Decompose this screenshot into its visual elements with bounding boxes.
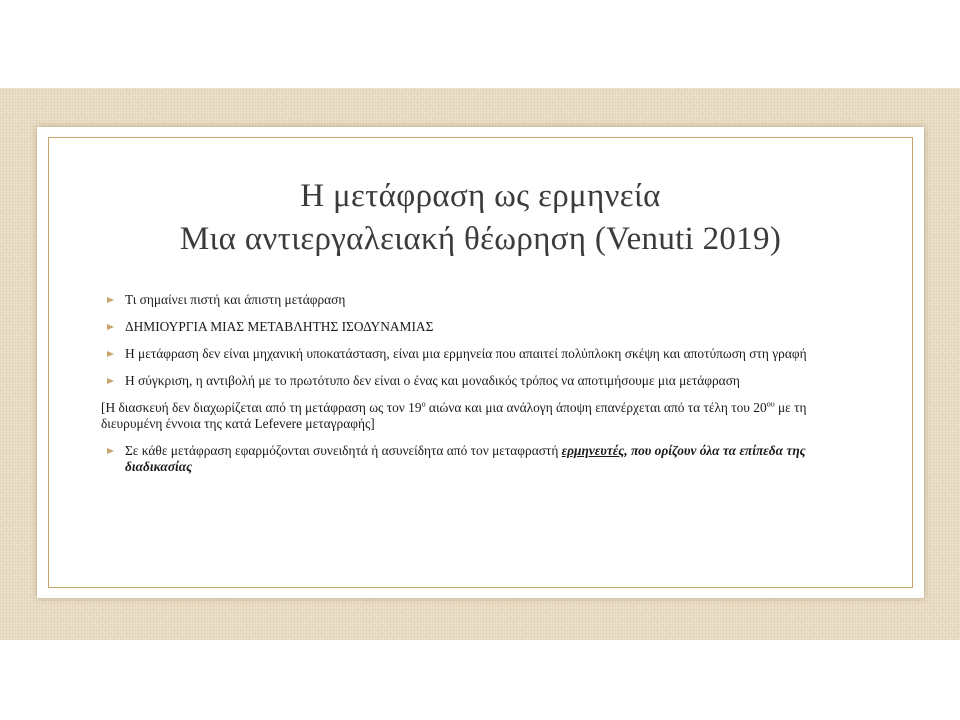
bullet-text: ΔΗΜΙΟΥΡΓΙΑ ΜΙΑΣ ΜΕΤΑΒΛΗΤΗΣ ΙΣΟΔΥΝΑΜΙΑΣ	[125, 319, 434, 334]
note-text-3: με τη διευρυμένη έννοια της κατά Lefevere μεταγραφής]	[101, 400, 807, 431]
note-sup-1: ο	[421, 399, 426, 409]
slide-title	[37, 175, 924, 261]
arrow-bullet-icon	[107, 448, 114, 454]
arrow-bullet-icon	[107, 297, 114, 303]
slide-card	[37, 127, 924, 598]
bullet-item	[107, 443, 867, 475]
note-sup-2: ου	[766, 399, 775, 409]
bullet-text: Η μετάφραση δεν είναι μηχανική υποκατάσταση, είναι μια ερμηνεία που απαιτεί πολύπλοκη σκέψη και αποτύπωση στη γραφή	[125, 346, 807, 361]
bullet-text: Τι σημαίνει πιστή και άπιστη μετάφραση	[125, 292, 346, 307]
arrow-bullet-icon	[107, 378, 114, 384]
bullet-item	[107, 346, 867, 362]
bullet-text: Η σύγκριση, η αντιβολή με το πρωτότυπο δεν είναι ο ένας και μοναδικός τρόπος να αποτιμήσουμε μια μετάφραση	[125, 373, 740, 388]
emphasis-text: , που ορίζουν όλα τα επίπεδα της διαδικασίας	[125, 443, 806, 474]
bullet-item	[107, 319, 867, 335]
bullet-item	[107, 373, 867, 389]
title-line-2: Μια αντιεργαλειακή θέωρηση (Venuti 2019)	[179, 221, 782, 257]
bullet-item	[107, 292, 867, 308]
emphasis-underlined: ερμηνευτές	[561, 443, 625, 458]
title-line-1: Η μετάφραση ως ερμηνεία	[300, 178, 661, 214]
note-paragraph	[101, 400, 867, 432]
note-text-1: [Η διασκευή δεν διαχωρίζεται από τη μετάφραση ως τον 19	[101, 400, 422, 415]
note-text-2: αιώνα και μια ανάλογη άποψη επανέρχεται από τα τέλη του 20	[425, 400, 767, 415]
arrow-bullet-icon	[107, 324, 114, 330]
bullet-text: Σε κάθε μετάφραση εφαρμόζονται συνειδητά ή ασυνείδητα από τον μεταφραστή	[125, 443, 562, 458]
arrow-bullet-icon	[107, 351, 114, 357]
slide-body	[101, 292, 867, 486]
